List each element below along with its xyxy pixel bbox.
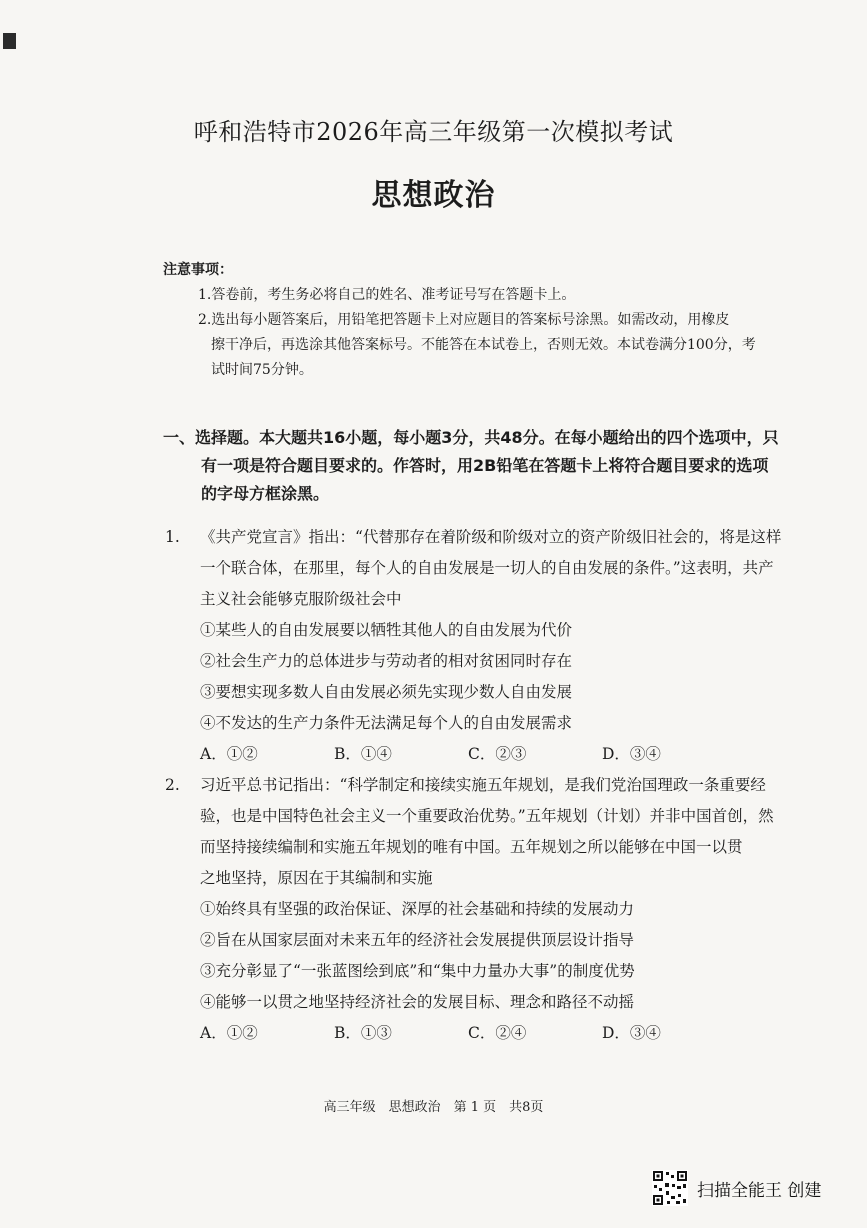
statement: ①始终具有坚强的政治保证、深厚的社会基础和持续的发展动力	[200, 900, 635, 918]
option-c: C．②③	[468, 745, 527, 763]
notice-item-1: 1.答卷前，考生务必将自己的姓名、准考证号写在答题卡上。	[198, 287, 576, 303]
notice-item-2-cont: 擦干净后，再选涂其他答案标号。不能答在本试卷上，否则无效。本试卷满分100分，考	[211, 337, 756, 353]
qr-code-icon	[652, 1170, 688, 1206]
question-stem-line: 验，也是中国特色社会主义一个重要政治优势。”五年规划（计划）并非中国首创，然	[200, 807, 774, 825]
statement: ④不发达的生产力条件无法满足每个人的自由发展需求	[200, 714, 573, 732]
question-stem-line: 主义社会能够克服阶级社会中	[200, 590, 402, 608]
option-b: B．①③	[334, 1024, 392, 1042]
option-b: B．①④	[334, 745, 392, 763]
question-number: 2.	[165, 776, 180, 794]
section-line: 有一项是符合题目要求的。作答时，用2B铅笔在答题卡上将符合题目要求的选项	[201, 456, 769, 475]
question-1	[165, 522, 810, 770]
option-d: D．③④	[602, 1024, 661, 1042]
exam-title: 呼和浩特市2026年高三年级第一次模拟考试	[193, 118, 674, 146]
statement: ③充分彰显了“一张蓝图绘到底”和“集中力量办大事”的制度优势	[200, 962, 635, 980]
question-stem-line: 《共产党宣言》指出：“代替那存在着阶级和阶级对立的资产阶级旧社会的，将是这样	[200, 528, 782, 546]
option-c: C．②④	[468, 1024, 527, 1042]
section-instructions	[163, 424, 808, 508]
page-footer: 高三年级 思想政治 第 1 页 共8页	[323, 1100, 544, 1115]
option-d: D．③④	[602, 745, 661, 763]
notice-block	[163, 258, 803, 383]
question-2	[165, 770, 810, 1049]
question-number: 1.	[165, 528, 180, 546]
question-stem-line: 而坚持接续编制和实施五年规划的唯有中国。五年规划之所以能够在中国一以贯	[200, 838, 743, 856]
section-line: 一、选择题。本大题共16小题，每小题3分，共48分。在每小题给出的四个选项中，只	[163, 428, 779, 447]
section-line: 的字母方框涂黑。	[201, 484, 330, 503]
question-stem-line: 一个联合体，在那里，每个人的自由发展是一切人的自由发展的条件。”这表明，共产	[200, 559, 774, 577]
corner-mark	[3, 33, 16, 49]
statement: ③要想实现多数人自由发展必须先实现少数人自由发展	[200, 683, 573, 701]
statement: ④能够一以贯之地坚持经济社会的发展目标、理念和路径不动摇	[200, 993, 635, 1011]
subject-title: 思想政治	[371, 178, 496, 213]
notice-item-2-cont: 试时间75分钟。	[211, 362, 313, 378]
statement: ②社会生产力的总体进步与劳动者的相对贫困同时存在	[200, 652, 573, 670]
statement: ①某些人的自由发展要以牺牲其他人的自由发展为代价	[200, 621, 573, 639]
question-stem-line: 习近平总书记指出：“科学制定和接续实施五年规划，是我们党治国理政一条重要经	[200, 776, 766, 794]
option-a: A．①②	[200, 1024, 258, 1042]
notice-heading: 注意事项：	[163, 262, 233, 278]
answer-options	[165, 1018, 810, 1049]
question-stem-line: 之地坚持，原因在于其编制和实施	[200, 869, 433, 887]
statement: ②旨在从国家层面对未来五年的经济社会发展提供顶层设计指导	[200, 931, 635, 949]
notice-item-2: 2.选出每小题答案后，用铅笔把答题卡上对应题目的答案标号涂黑。如需改动，用橡皮	[198, 312, 730, 328]
scanner-watermark: 扫描全能王 创建	[697, 1181, 822, 1201]
answer-options	[165, 739, 810, 770]
option-a: A．①②	[200, 745, 258, 763]
